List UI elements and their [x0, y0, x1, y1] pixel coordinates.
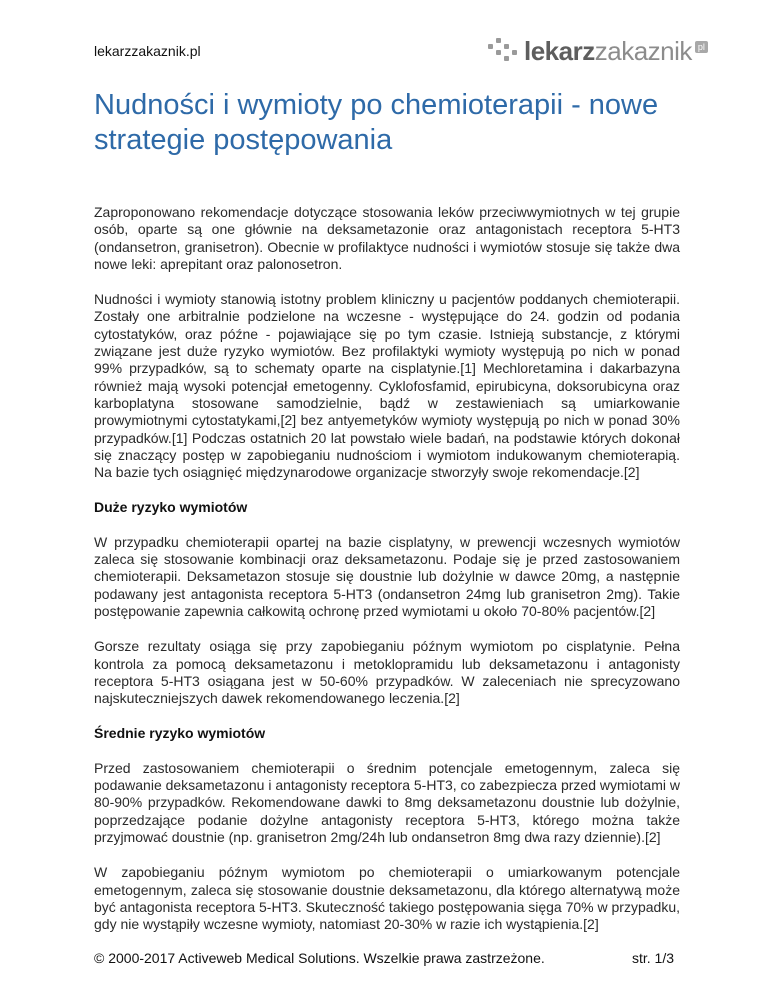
paragraph: Gorsze rezultaty osiąga się przy zapobieganiu późnym wymiotom po cisplatynie. Pełna kontrola za pomocą deksametazonu i metoklopramidu lub deksametazonu i antagonisty receptora 5-HT3 osiągana jest w 50-60% przypadków. W zaleceniach nie sprecyzowano najskuteczniejszych dawek rekomendowanego leczenia.[2]: [94, 638, 680, 707]
page-footer: [94, 950, 674, 966]
site-url: lekarzzakaznik.pl: [94, 43, 201, 59]
logo-part-1: lekarz: [524, 36, 595, 66]
paragraph: Przed zastosowaniem chemioterapii o średnim potencjale emetogennym, zaleca się podawanie deksametazonu i antagonisty receptora 5-HT3, co zabezpiecza przed wymiotami w 80-90% przypadków. Rekomendowane dawki to 8mg deksametazonu doustnie lub dożylnie, poprzedzające podanie dożylne antagonisty receptora 5-HT3, którego można także przyjmować doustnie (np. granisetron 2mg/24h lub ondansetron 8mg dwa razy dziennie).[2]: [94, 759, 680, 845]
dots-logo-icon: [488, 38, 518, 64]
site-logo[interactable]: [488, 38, 708, 64]
paragraph: W zapobieganiu późnym wymiotom po chemioterapii o umiarkowanym potencjale emetogennym, zaleca się stosowanie doustnie deksametazonu, dla którego alternatywą może być antagonista receptora 5-HT3. Skuteczność takiego postępowania sięga 70% w przypadku, gdy nie wystąpiły wczesne wymioty, natomiast 20-30% w razie ich wystąpienia.[2]: [94, 864, 681, 933]
copyright-text: © 2000-2017 Activeweb Medical Solutions. Wszelkie prawa zastrzeżone.: [94, 950, 545, 966]
logo-badge: pl: [695, 41, 708, 53]
logo-part-2: zakaznik: [594, 36, 692, 66]
article-title: Nudności i wymioty po chemioterapii - nowe strategie postępowania: [94, 89, 659, 156]
article-body: [94, 204, 680, 951]
paragraph: W przypadku chemioterapii opartej na bazie cisplatyny, w prewencji wczesnych wymiotów zaleca się stosowanie kombinacji oraz deksametazonu. Podaje się je przed zastosowaniem chemioterapii. Deksametazon stosuje się doustnie lub dożylnie w dawce 20mg, a następnie podawany jest antagonista receptora 5-HT3 (ondansetron 24mg lub granisetron 2mg). Takie postępowanie zapewnia całkowitą ochronę przed wymiotami u około 70-80% pacjentów.[2]: [94, 533, 680, 619]
section-heading: Średnie ryzyko wymiotów: [94, 725, 266, 742]
paragraph: Zaproponowano rekomendacje dotyczące stosowania leków przeciwwymiotnych w tej grupie osób, oparte są one głównie na deksametazonie oraz antagonistach receptora 5-HT3 (ondansetron, granisetron). Obecnie w profilaktyce nudności i wymiotów stosuje się także dwa nowe leki: aprepitant oraz palonosetron.: [94, 204, 680, 272]
paragraph: Nudności i wymioty stanowią istotny problem kliniczny u pacjentów poddanych chemioterapii. Zostały one arbitralnie podzielone na wczesne - występujące do 24. godzin od podania cytostatyków, oraz późne - pojawiające się po tym czasie. Istnieją substancje, z którymi związane jest duże ryzyko wymiotów. Bez profilaktyki wymioty występują po nich w ponad 99% przypadków, są to schematy oparte na cisplatynie.[1] Mechloretamina i dakarbazyna również mają wysoki potencjał emetogenny. Cyklofosfamid, epirubicyna, doksorubicyna oraz karboplatyna stosowane samodzielnie, bądź w zestawieniach są umiarkowanie prowymiotnymi cytostatykami,[2] bez antyemetyków wymioty występują po nich w ponad 30% przypadków.[1] Podczas ostatnich 20 lat powstało wiele badań, na podstawie których dokonał się znaczący postęp w zapobieganiu nudnościom i wymiotom indukowanym chemioterapią. Na bazie tych osiągnięć międzynarodowe organizacje stworzyły swoje rekomendacje.[2]: [94, 291, 680, 481]
logo-wordmark: [524, 38, 692, 64]
page-number: str. 1/3: [631, 950, 674, 966]
section-heading: Duże ryzyko wymiotów: [94, 499, 248, 516]
